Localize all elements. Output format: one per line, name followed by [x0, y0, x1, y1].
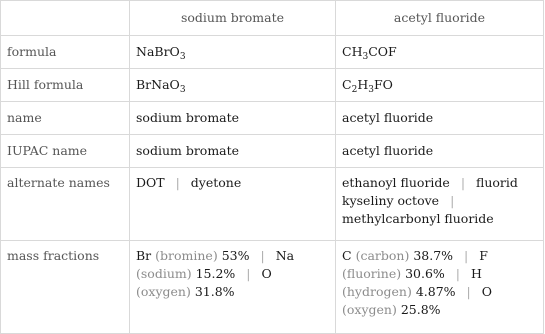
header-acetyl-fluoride: acetyl fluoride	[336, 1, 544, 36]
formula-text: C	[342, 77, 352, 92]
separator: |	[460, 175, 466, 190]
row-hill-formula	[1, 69, 544, 102]
formula-subscript: 3	[362, 52, 369, 62]
name-acetyl-fluoride: acetyl fluoride	[336, 102, 544, 135]
separator: |	[450, 193, 455, 208]
mass-fraction-value: 15.2%	[195, 266, 236, 281]
hill-formula-acetyl-fluoride	[336, 69, 544, 102]
iupac-acetyl-fluoride: acetyl fluoride	[336, 135, 544, 168]
alternate-name: dyetone	[190, 175, 242, 190]
mass-fraction-value: 30.6%	[405, 266, 445, 281]
alternate-name: methylcarbonyl fluoride	[342, 211, 494, 226]
row-label-alternate-names: alternate names	[1, 168, 130, 241]
mass-fraction-value: 4.87%	[415, 284, 456, 299]
alternate-name: ethanoyl fluoride	[342, 175, 450, 190]
element-symbol: Br	[136, 248, 152, 263]
formula-subscript: 3	[368, 85, 374, 95]
element-symbol: O	[261, 266, 272, 281]
row-mass-fractions	[1, 241, 544, 334]
formula-text: COF	[368, 44, 397, 59]
element-symbol: F	[479, 248, 488, 263]
formula-text: BrNaO	[136, 77, 180, 92]
header-empty-cell	[1, 1, 130, 36]
mass-fractions-acetyl-fluoride	[336, 241, 544, 334]
mass-fraction-value: 38.7%	[413, 248, 454, 263]
alternate-name: fluorid kyseliny octove	[342, 175, 518, 208]
separator: |	[466, 284, 471, 299]
name-sodium-bromate: sodium bromate	[130, 102, 336, 135]
formula-subscript: 2	[351, 85, 358, 95]
mass-fraction-value: 31.8%	[194, 284, 235, 299]
row-alternate-names	[1, 168, 544, 241]
separator: |	[175, 175, 180, 190]
iupac-sodium-bromate: sodium bromate	[130, 135, 336, 168]
element-name: (bromine)	[155, 248, 218, 263]
row-name	[1, 102, 544, 135]
alternate-names-sodium-bromate	[130, 168, 336, 241]
element-name: (hydrogen)	[342, 284, 412, 299]
formula-text: CH	[342, 44, 363, 59]
formula-subscript: 3	[179, 85, 186, 95]
separator: |	[246, 266, 251, 281]
row-iupac-name	[1, 135, 544, 168]
formula-acetyl-fluoride	[336, 36, 544, 69]
element-name: (oxygen)	[342, 302, 397, 317]
mass-fraction-value: 53%	[221, 248, 250, 263]
element-symbol: C	[342, 248, 352, 263]
separator: |	[464, 248, 469, 263]
mass-fractions-sodium-bromate	[130, 241, 336, 334]
formula-text: FO	[373, 77, 393, 92]
row-label-name: name	[1, 102, 130, 135]
header-row	[1, 1, 544, 36]
header-sodium-bromate: sodium bromate	[130, 1, 336, 36]
formula-text: NaBrO	[136, 44, 180, 59]
formula-subscript: 3	[179, 52, 186, 62]
row-label-iupac-name: IUPAC name	[1, 135, 130, 168]
formula-sodium-bromate	[130, 36, 336, 69]
hill-formula-sodium-bromate	[130, 69, 336, 102]
formula-text: H	[357, 77, 369, 92]
element-name: (oxygen)	[136, 284, 191, 299]
alternate-names-acetyl-fluoride	[336, 168, 544, 241]
separator: |	[260, 248, 265, 263]
row-label-formula: formula	[1, 36, 130, 69]
element-symbol: Na	[275, 248, 295, 263]
element-name: (carbon)	[355, 248, 410, 263]
element-symbol: H	[470, 266, 482, 281]
alternate-name: DOT	[136, 175, 165, 190]
element-name: (fluorine)	[342, 266, 402, 281]
separator: |	[455, 266, 460, 281]
row-formula	[1, 36, 544, 69]
mass-fraction-value: 25.8%	[400, 302, 441, 317]
row-label-mass-fractions: mass fractions	[1, 241, 130, 334]
row-label-hill-formula: Hill formula	[1, 69, 130, 102]
element-symbol: O	[481, 284, 492, 299]
element-name: (sodium)	[136, 266, 192, 281]
